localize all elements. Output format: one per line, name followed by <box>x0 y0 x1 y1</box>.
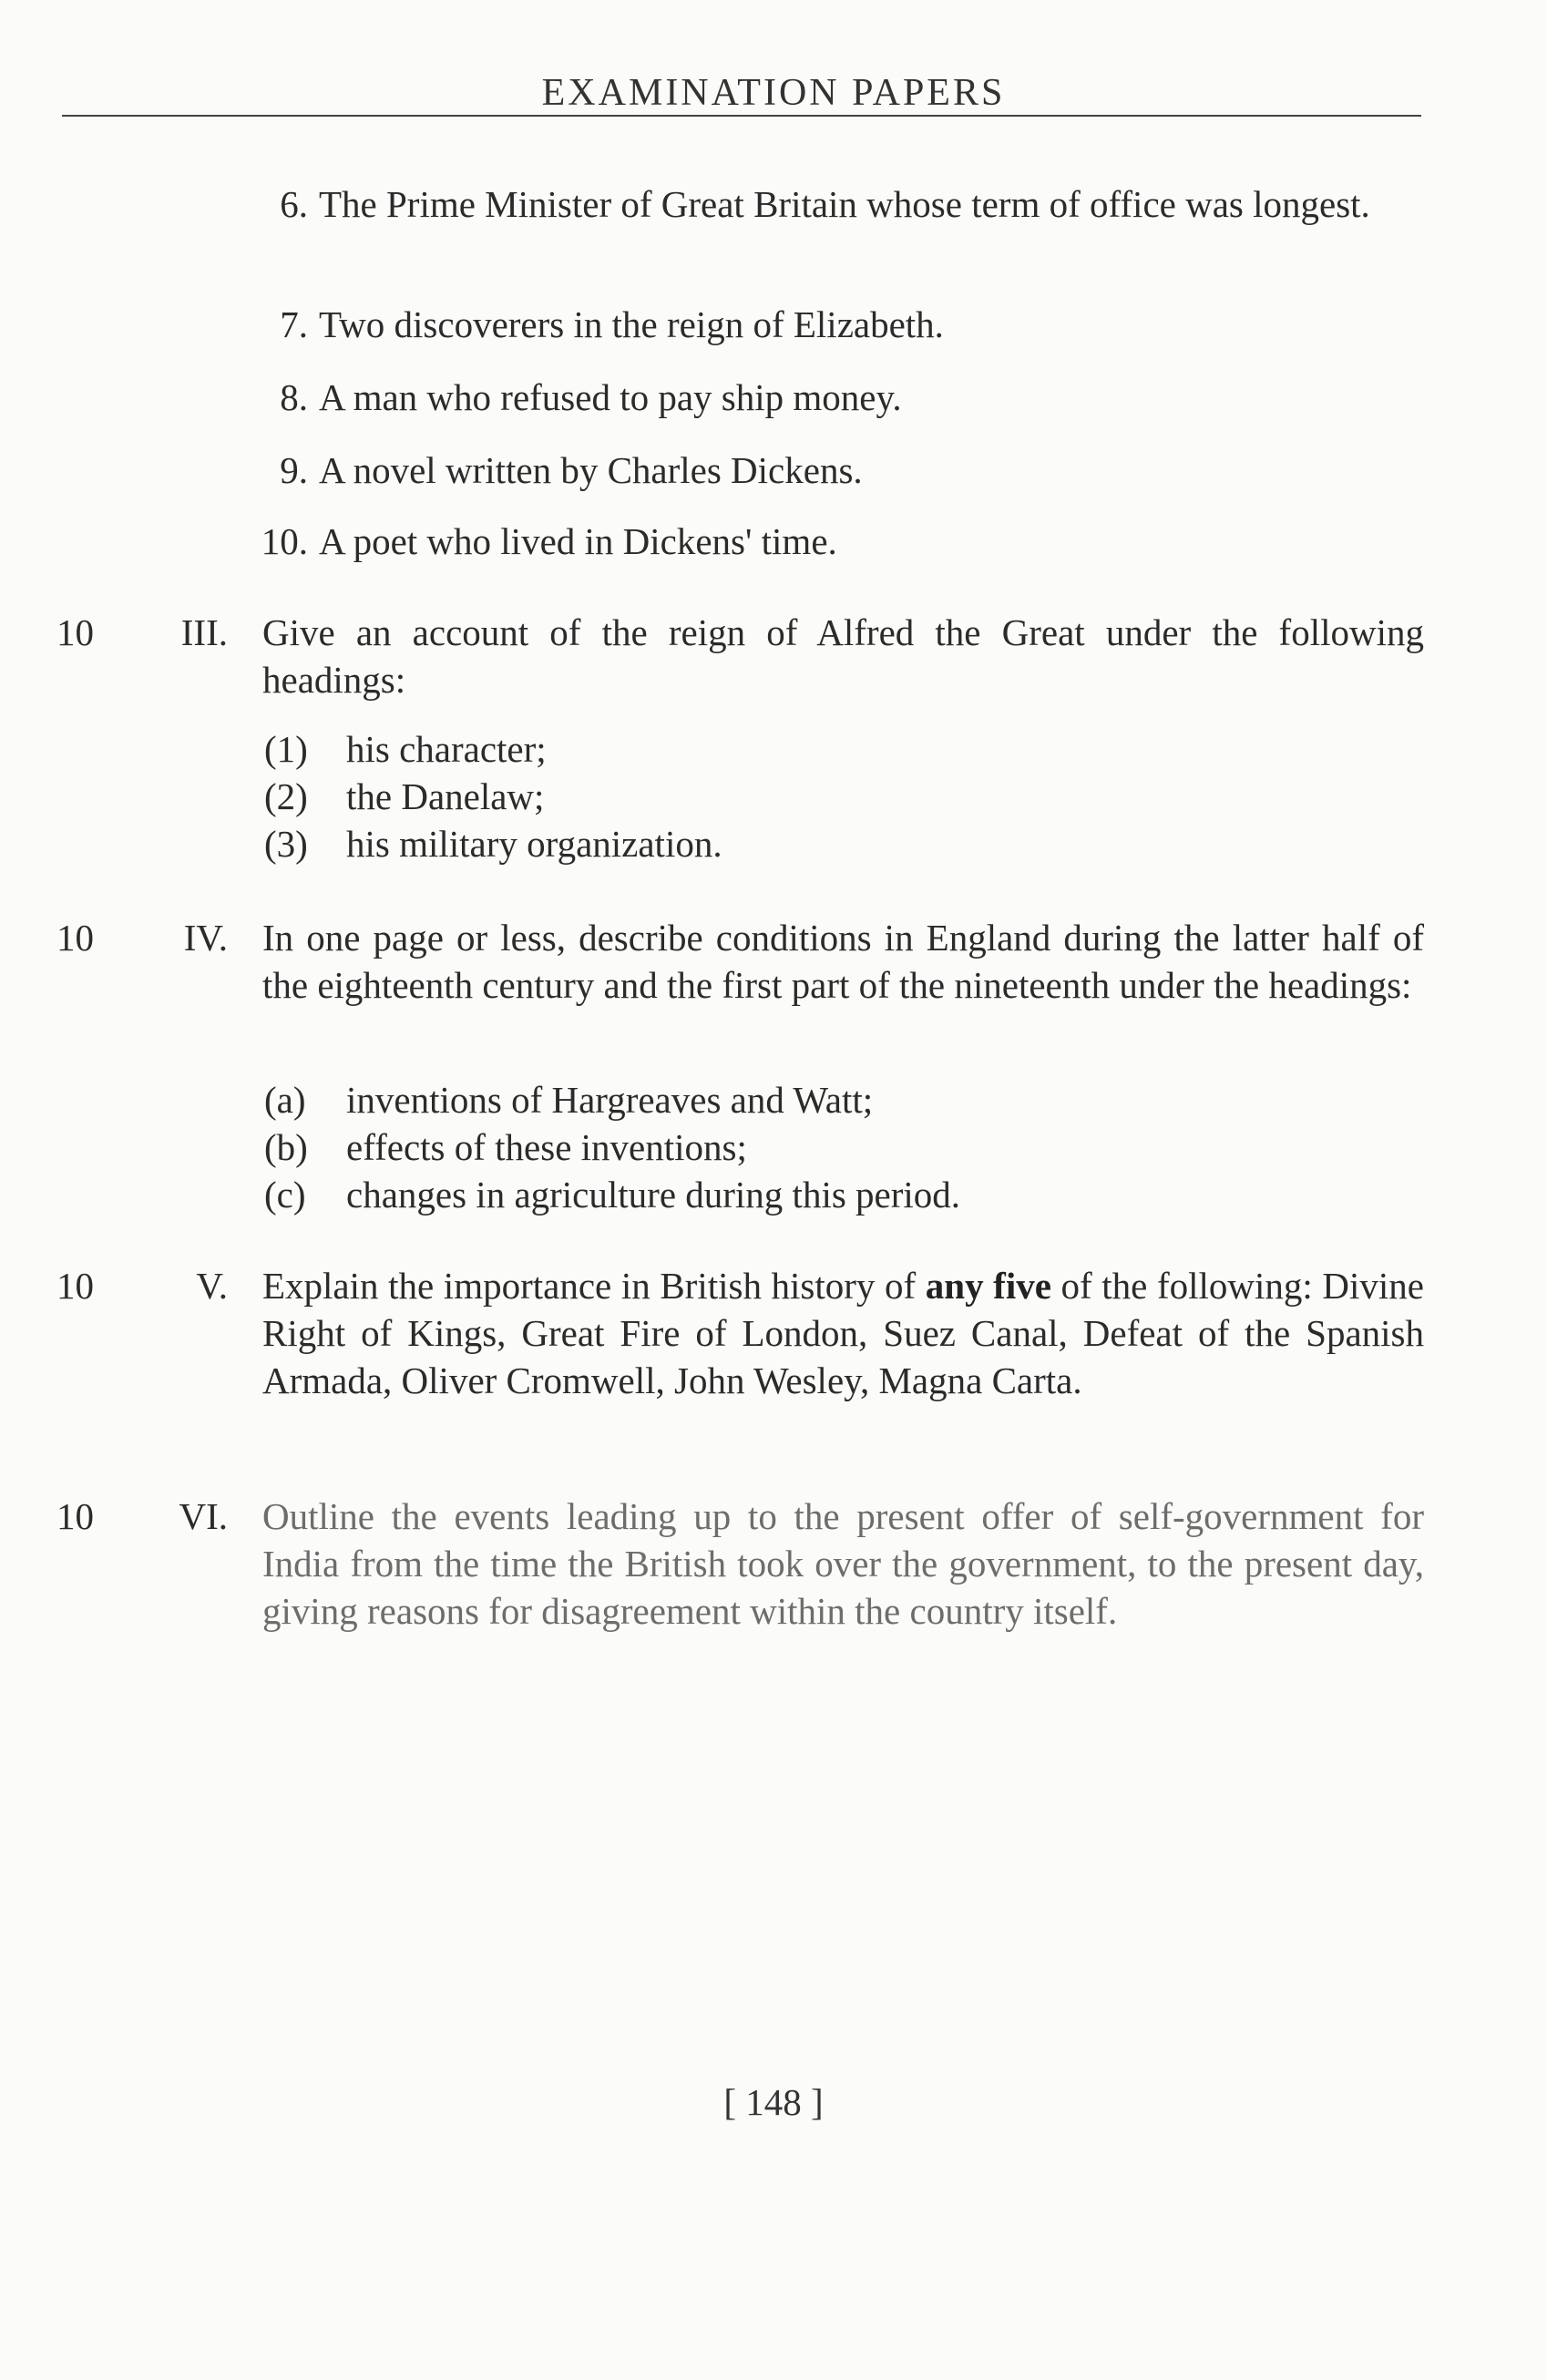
sub-item <box>264 1076 1357 1123</box>
question-text <box>262 1262 1424 1404</box>
item-number: 8. <box>280 376 308 418</box>
sub-item <box>264 1171 1357 1218</box>
item-text: Two discoverers in the reign of Elizabeth. <box>319 303 944 345</box>
page-number: [ 148 ] <box>723 2081 824 2123</box>
question-text: Outline the events leading up to the present offer of self-government for India from the time the British took over the government, to the present day, giving reasons for disagreement within the country itself. <box>262 1495 1424 1632</box>
sub-item-label: (2) <box>264 775 308 817</box>
item-text: A poet who lived in Dickens' time. <box>319 520 837 562</box>
sub-item-label: (1) <box>264 728 308 770</box>
sub-item-label: (b) <box>264 1126 308 1168</box>
item-number: 6. <box>280 183 308 225</box>
sub-item-label: (a) <box>264 1079 306 1121</box>
sub-item <box>264 820 1357 867</box>
sub-item <box>264 773 1357 820</box>
question-text-end: of the following: Divine Right of Kings, Great Fire of London, Suez Canal, Defeat of the Spanish Armada, Oliver Cromwell, John Wesley, Magna Carta. <box>262 1265 1424 1401</box>
question-text: Give an account of the reign of Alfred the Great under the following headings: <box>262 611 1424 701</box>
marks-value: 10 <box>56 917 94 959</box>
sub-item-text: effects of these inventions; <box>346 1126 747 1168</box>
running-header: EXAMINATION PAPERS <box>541 72 1006 114</box>
sub-item-text: his military organization. <box>346 823 722 865</box>
marks-value: 10 <box>56 1265 94 1307</box>
sub-item <box>264 1123 1357 1171</box>
question-number: IV. <box>183 917 228 959</box>
sub-item-label: (c) <box>264 1174 306 1216</box>
header-rule <box>62 115 1421 117</box>
marks-value: 10 <box>56 611 94 653</box>
sub-item-text: changes in agriculture during this period. <box>346 1174 961 1216</box>
item-text: The Prime Minister of Great Britain whose term of office was longest. <box>319 183 1370 225</box>
sub-item-text: inventions of Hargreaves and Watt; <box>346 1079 874 1121</box>
emphasis-any-five: any five <box>925 1265 1051 1307</box>
marks-value: 10 <box>56 1495 94 1537</box>
item-text: A man who refused to pay ship money. <box>319 376 902 418</box>
question-text-start: Explain the importance in British history of <box>262 1265 926 1307</box>
question-number: VI. <box>179 1495 228 1537</box>
sub-item-text: his character; <box>346 728 547 770</box>
question-text: In one page or less, describe conditions in England during the latter half of the eighteenth century and the first part of the nineteenth under the headings: <box>262 917 1424 1006</box>
item-number: 9. <box>280 449 308 491</box>
item-number: 10. <box>261 520 308 562</box>
question-number: V. <box>196 1265 228 1307</box>
item-text: A novel written by Charles Dickens. <box>319 449 863 491</box>
sub-item-label: (3) <box>264 823 308 865</box>
item-number: 7. <box>280 303 308 345</box>
sub-item <box>264 725 1357 773</box>
question-number: III. <box>180 611 228 653</box>
sub-item-text: the Danelaw; <box>346 775 545 817</box>
